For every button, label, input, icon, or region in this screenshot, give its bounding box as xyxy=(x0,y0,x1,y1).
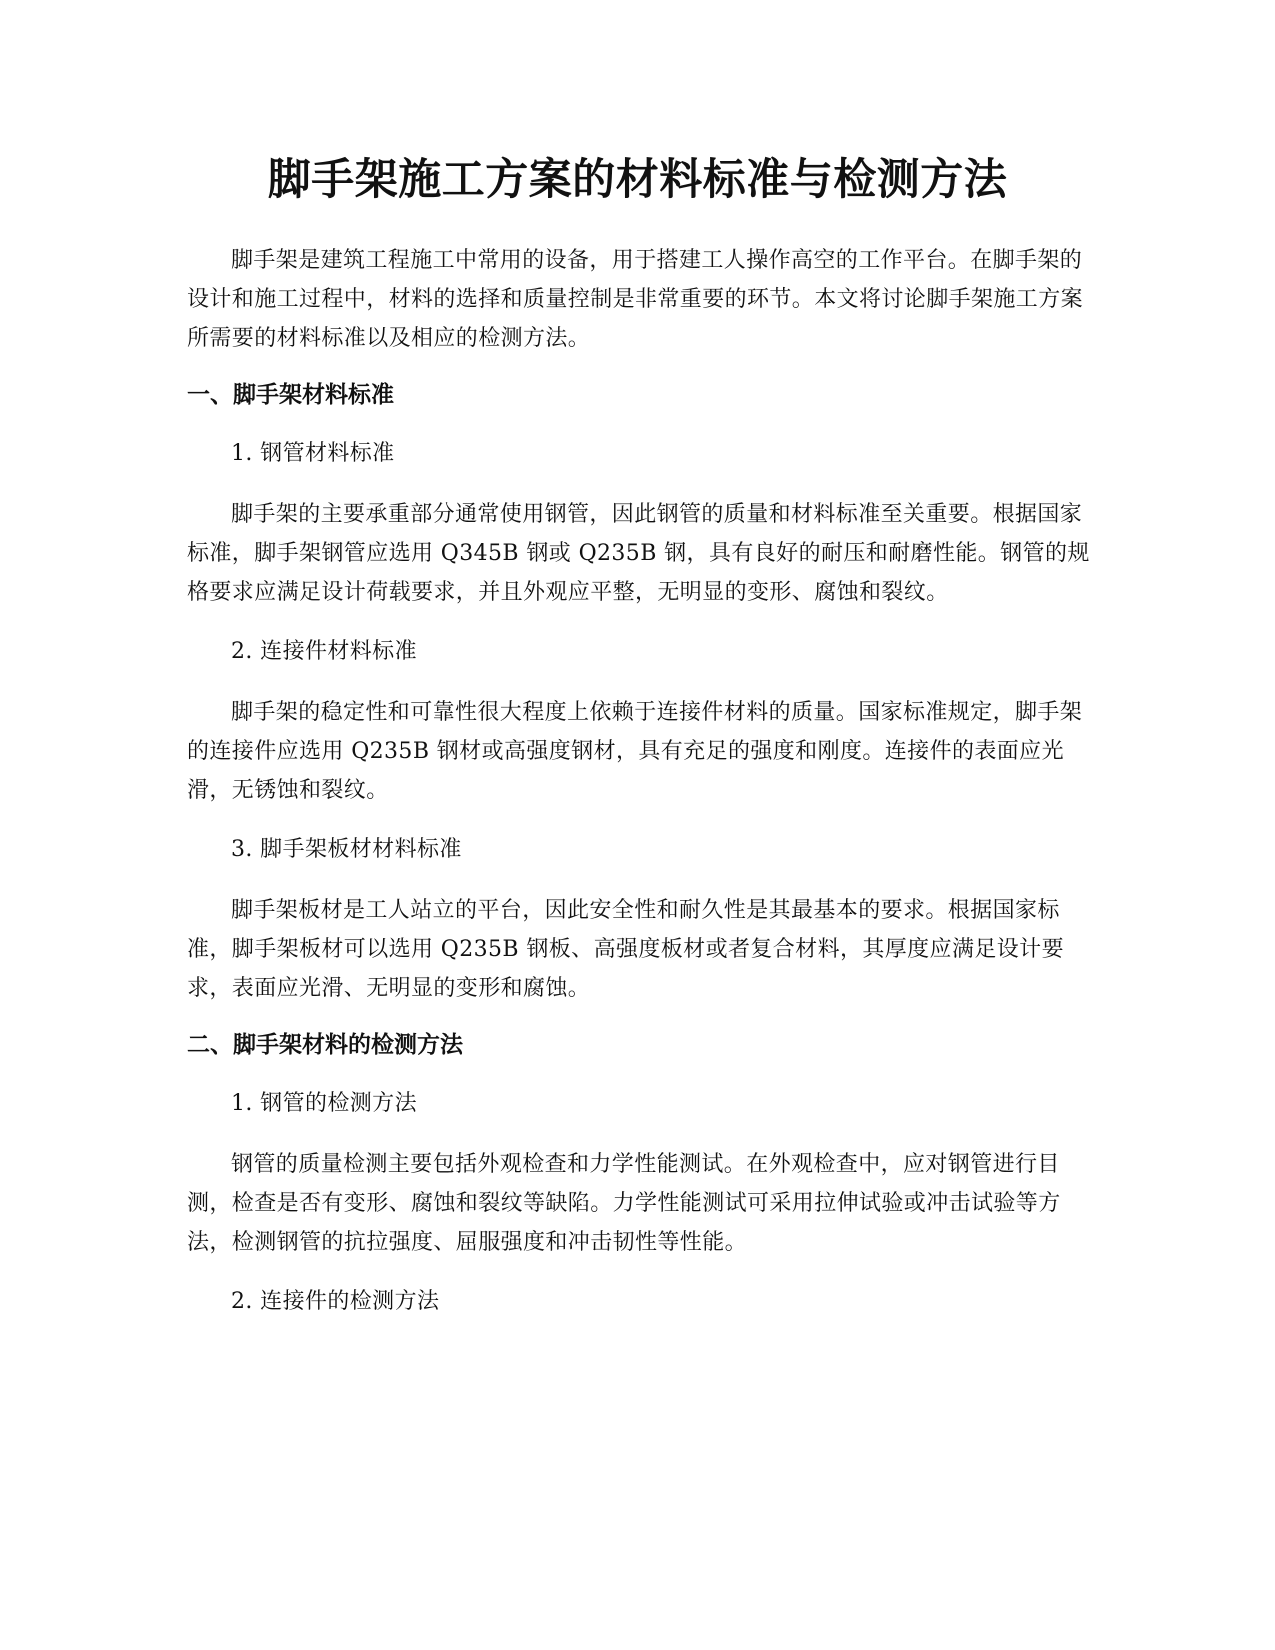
document-body xyxy=(187,241,1092,1343)
intro-paragraph: 脚手架是建筑工程施工中常用的设备，用于搭建工人操作高空的工作平台。在脚手架的设计和施工过程中，材料的选择和质量控制是非常重要的环节。本文将讨论脚手架施工方案所需要的材料标准以及相应的检测方法。 xyxy=(187,248,1084,351)
paragraph-steel-pipe-testing: 钢管的质量检测主要包括外观检查和力学性能测试。在外观检查中，应对钢管进行目测，检查是否有变形、腐蚀和裂纹等缺陷。力学性能测试可采用拉伸试验或冲击试验等方法，检测钢管的抗拉强度、屈服强度和冲击韧性等性能。 xyxy=(187,1152,1061,1255)
section-heading-testing: 二、脚手架材料的检测方法 xyxy=(187,1032,463,1058)
paragraph-board-standard: 脚手架板材是工人站立的平台，因此安全性和耐久性是其最基本的要求。根据国家标准，脚手架板材可以选用 Q235B 钢板、高强度板材或者复合材料，其厚度应满足设计要求，表面应光滑、无明显的变形和腐蚀。 xyxy=(187,898,1064,1001)
paragraph-connector-standard: 脚手架的稳定性和可靠性很大程度上依赖于连接件材料的质量。国家标准规定，脚手架的连接件应选用 Q235B 钢材或高强度钢材，具有充足的强度和刚度。连接件的表面应光滑，无锈蚀和裂纹。 xyxy=(187,700,1083,803)
subheading-connector-standard: 2. 连接件材料标准 xyxy=(231,639,417,664)
subheading-board-standard: 3. 脚手架板材材料标准 xyxy=(231,837,462,862)
subheading-steel-pipe-standard: 1. 钢管材料标准 xyxy=(231,441,395,466)
document-title: 脚手架施工方案的材料标准与检测方法 xyxy=(267,155,1008,205)
section-heading-materials: 一、脚手架材料标准 xyxy=(187,382,394,408)
subheading-steel-pipe-testing: 1. 钢管的检测方法 xyxy=(231,1091,417,1116)
subheading-connector-testing: 2. 连接件的检测方法 xyxy=(231,1289,440,1314)
paragraph-steel-pipe-standard: 脚手架的主要承重部分通常使用钢管，因此钢管的质量和材料标准至关重要。根据国家标准，脚手架钢管应选用 Q345B 钢或 Q235B 钢，具有良好的耐压和耐磨性能。钢管的规格要求应满足设计荷载要求，并且外观应平整，无明显的变形、腐蚀和裂纹。 xyxy=(187,502,1090,605)
